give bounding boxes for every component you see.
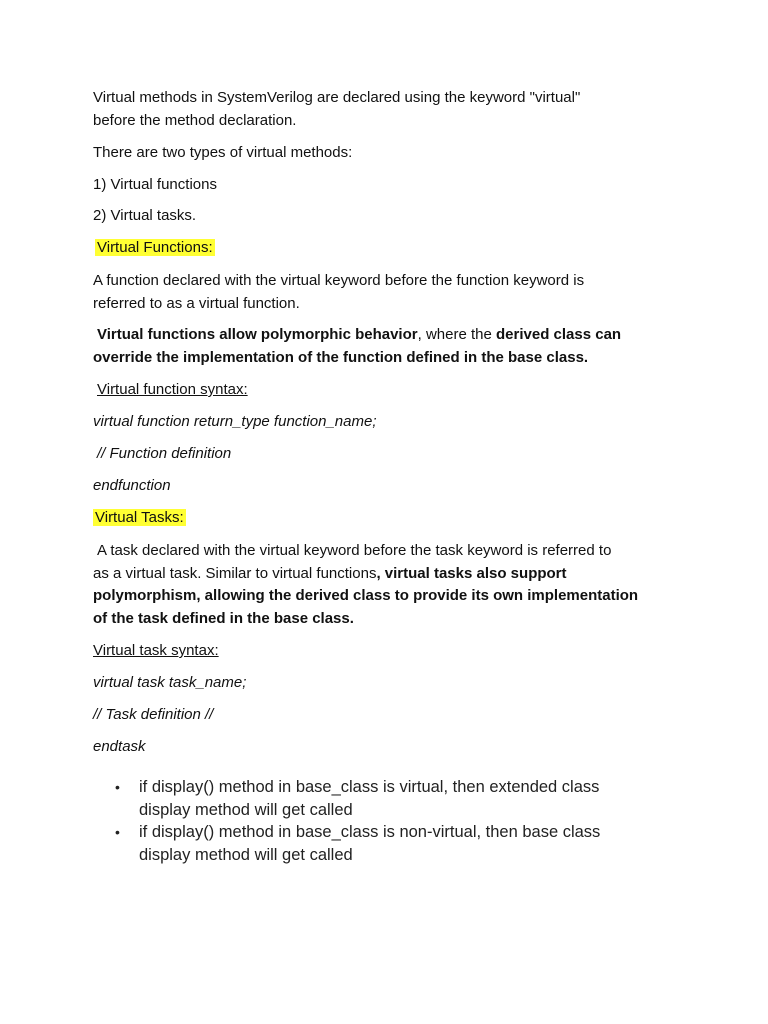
vf-desc-line-1: A function declared with the virtual keyword before the function keyword is [93, 272, 585, 289]
list-item [115, 776, 675, 821]
vt-desc-line-2-bold: , virtual tasks also support [376, 564, 567, 582]
intro-line-2: before the method declaration. [93, 111, 297, 129]
type-1: 1) Virtual functions [93, 176, 217, 193]
vt-description [93, 540, 683, 630]
vt-code-line-3: endtask [93, 738, 146, 755]
vf-poly-bold-3: override the implementation of the function defined in the base class. [93, 348, 589, 366]
bullet-1-line-2: display method will get called [139, 800, 353, 819]
vf-syntax-heading: Virtual function syntax: [97, 381, 248, 398]
type-2: 2) Virtual tasks. [93, 207, 197, 224]
vf-code-line-2: // Function definition [97, 445, 232, 462]
bullet-1-line-1: if display() method in base_class is virtual, then extended class [139, 778, 600, 796]
vf-poly-bold-1: Virtual functions allow polymorphic behavior [97, 326, 418, 343]
virtual-functions-heading-text: Virtual Functions: [97, 239, 213, 256]
vt-code-line-1: virtual task task_name; [93, 674, 247, 691]
vt-syntax-heading: Virtual task syntax: [93, 642, 219, 659]
vt-desc-line-2-plain: as a virtual task. Similar to virtual functions [93, 564, 377, 582]
vf-desc-line-2: referred to as a virtual function. [93, 294, 300, 312]
vf-code-line-3: endfunction [93, 477, 171, 494]
intro-line-1: Virtual methods in SystemVerilog are declared using the keyword "virtual" [93, 89, 581, 106]
bullet-2-line-1: if display() method in base_class is non-virtual, then base class [139, 823, 601, 841]
virtual-functions-heading [95, 237, 685, 260]
vt-desc-line-4: of the task defined in the base class. [93, 609, 354, 627]
virtual-tasks-heading [93, 507, 683, 530]
vt-desc-line-1: A task declared with the virtual keyword before the task keyword is referred to [97, 542, 612, 559]
vf-description [93, 270, 683, 315]
vt-desc-line-3: polymorphism, allowing the derived class to provide its own implementation [93, 587, 639, 604]
vf-code-line-1: virtual function return_type function_name; [93, 413, 377, 430]
vf-poly-bold-2: derived class can [496, 326, 622, 343]
vt-code-line-2: // Task definition // [93, 706, 214, 723]
types-intro: There are two types of virtual methods: [93, 144, 353, 161]
vf-polymorphism [93, 324, 683, 369]
virtual-tasks-heading-text: Virtual Tasks: [95, 509, 184, 526]
list-item [115, 821, 675, 866]
bullet-icon: • [115, 824, 120, 840]
bullet-list [115, 776, 675, 866]
bullet-icon: • [115, 779, 120, 795]
vf-poly-plain: , where the [417, 326, 496, 343]
bullet-2-line-2: display method will get called [139, 845, 353, 864]
intro-paragraph [93, 87, 683, 132]
